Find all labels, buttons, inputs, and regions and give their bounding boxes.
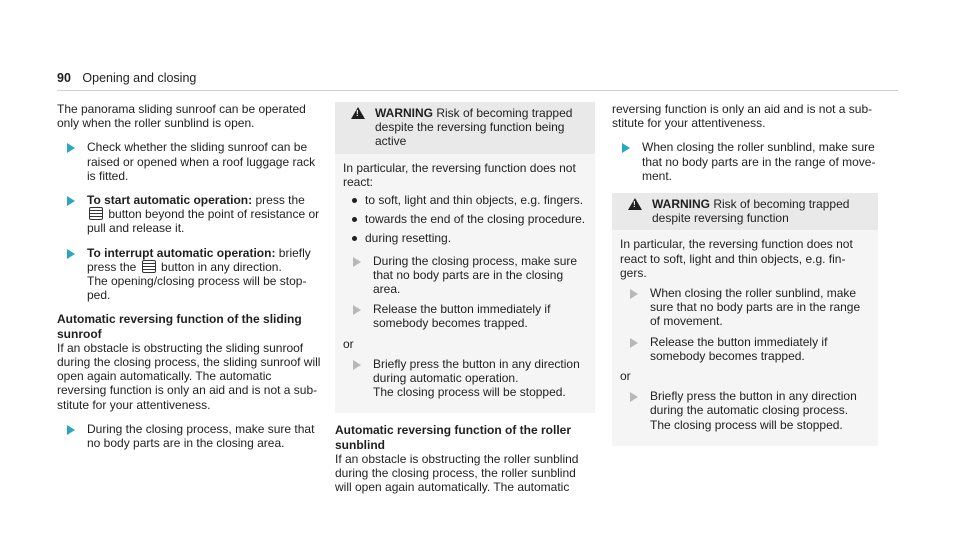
column-1 [57, 102, 323, 460]
warning-triangle-icon [628, 198, 642, 210]
step-text: Release the button immediately if somebody becomes trapped. [650, 334, 828, 363]
warning-intro: In particular, the reversing function does not react: [343, 160, 576, 189]
section-text: If an obstacle is obstructing the sliding sunroof during the closing process, the sliding sunroof will open again automatically. The automatic reversing function is only an aid and is not a sub-stitute for your attentiveness. [57, 340, 321, 412]
step-text: press the [255, 193, 305, 208]
step-arrow-icon [630, 289, 638, 299]
warning-box [335, 102, 595, 413]
step-interrupt-automatic [57, 246, 323, 303]
warning-step [620, 286, 870, 329]
step-arrow-icon [353, 305, 361, 315]
step-text: When closing the roller sunblind, make sure that no body parts are in the range of move-ment. [642, 140, 876, 183]
step-text: Release the button immediately if somebody becomes trapped. [373, 302, 551, 331]
list-item: to soft, light and thin objects, e.g. fingers. [365, 193, 587, 207]
step-start-automatic [57, 193, 323, 236]
warning-step [343, 302, 587, 330]
section-text: reversing function is only an aid and is not a sub-stitute for your attentiveness. [612, 102, 873, 131]
list-item: during resetting. [365, 231, 587, 245]
warning-header [612, 193, 878, 230]
header-divider [57, 90, 898, 91]
step-result: The closing process will be stopped. [650, 417, 843, 432]
step-label: To interrupt automatic operation: [87, 245, 276, 260]
or-text: or [343, 336, 354, 351]
step-text: During the closing process, make sure that no body parts are in the closing area. [373, 253, 578, 297]
list-item: towards the end of the closing procedure. [365, 212, 586, 227]
step-arrow-icon [67, 196, 75, 206]
step-text: button beyond the point of resistance or pull and release it. [87, 207, 320, 236]
step-text: briefly press the [87, 245, 311, 274]
intro-text: The panorama sliding sunroof can be operated only when the roller sunblind is open. [57, 102, 306, 131]
column-2 [335, 102, 595, 504]
step-text: When closing the roller sunblind, make sure that no body parts are in the range of movement. [650, 286, 861, 329]
step-text: Check whether the sliding sunroof can be raised or opened when a roof luggage rack is fitted. [87, 140, 316, 183]
warning-header [335, 102, 595, 154]
step-text: Briefly press the button in any direction during the automatic closing process. [650, 389, 857, 418]
section-heading: Automatic reversing function of the roller sunblind [335, 423, 572, 452]
page-number: 90 [57, 71, 71, 85]
column-3 [612, 102, 878, 456]
section-title: Opening and closing [82, 71, 197, 85]
step-arrow-icon [67, 249, 75, 259]
warning-label: WARNING [375, 106, 433, 120]
warning-intro: In particular, the reversing function does not react to soft, light and thin objects, e.g. fin-gers. [620, 237, 853, 280]
step-text: Briefly press the button in any direction during automatic operation. [373, 356, 580, 386]
step-arrow-icon [622, 143, 630, 153]
warning-title: Risk of becoming trapped despite reversing function [652, 197, 850, 226]
warning-body [335, 154, 595, 414]
step-sunblind-closing [612, 140, 878, 183]
step-arrow-icon [630, 392, 638, 402]
step-check-roof-rack [57, 140, 323, 183]
step-arrow-icon [353, 360, 361, 370]
step-text: button in any direction. [161, 259, 282, 274]
warning-title: Risk of becoming trapped despite the reversing function being active [375, 106, 573, 149]
warning-step [620, 389, 870, 432]
warning-triangle-icon [351, 107, 365, 119]
step-result: The opening/closing process will be stop-ped. [87, 274, 307, 303]
sunroof-button-icon [142, 260, 156, 273]
sunroof-button-icon [89, 207, 103, 220]
warning-step [343, 254, 587, 297]
warning-box [612, 193, 878, 446]
or-text: or [620, 369, 631, 384]
warning-step [343, 357, 587, 400]
step-arrow-icon [67, 425, 75, 435]
step-arrow-icon [630, 338, 638, 348]
step-text: During the closing process, make sure that no body parts are in the closing area. [87, 421, 315, 451]
step-closing-safety [57, 422, 323, 450]
step-arrow-icon [67, 143, 75, 153]
warning-step [620, 335, 870, 363]
step-arrow-icon [353, 257, 361, 267]
warning-list [343, 193, 587, 246]
page-header [57, 71, 196, 85]
section-heading: Automatic reversing function of the sliding sunroof [57, 312, 302, 341]
section-text: If an obstacle is obstructing the roller sunblind during the closing process, the roller sunblind will open again automatically. The automatic [335, 451, 579, 495]
warning-body [612, 230, 878, 445]
warning-label: WARNING [652, 197, 710, 212]
step-result: The closing process will be stopped. [373, 385, 566, 400]
step-label: To start automatic operation: [87, 193, 253, 208]
